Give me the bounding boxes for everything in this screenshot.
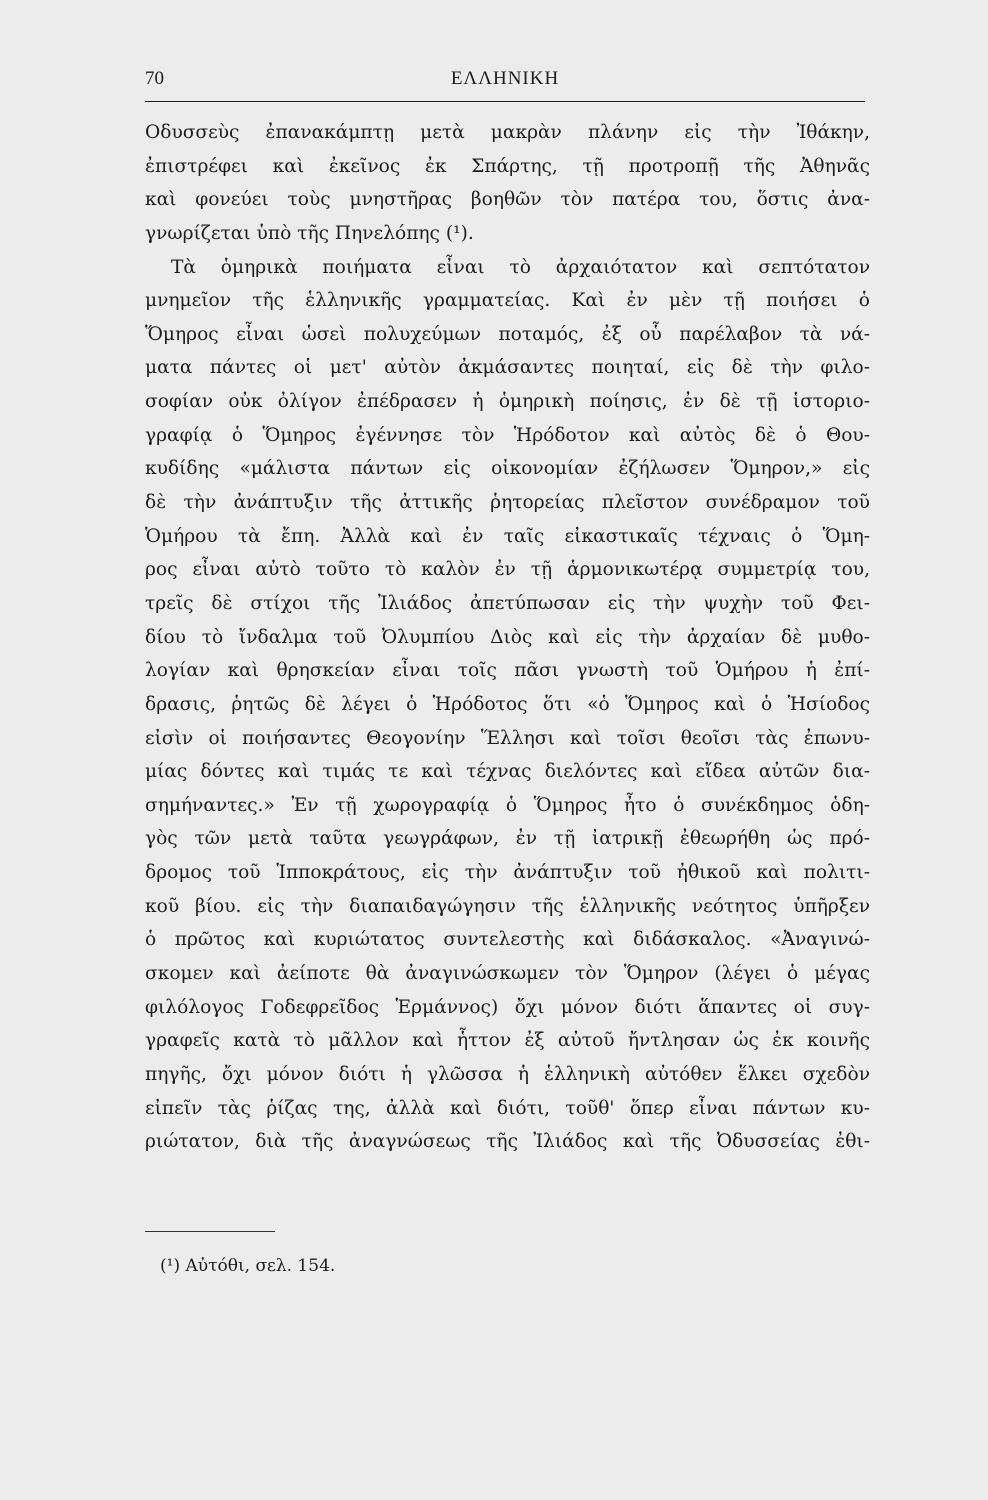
text-line: λογίαν καὶ θρησκείαν εἶναι τοῖς πᾶσι γνωστὴ τοῦ Ὁμήρου ἡ ἐπί- bbox=[145, 660, 870, 682]
text-line: Τὰ ὁμηρικὰ ποιήματα εἶναι τὸ ἀρχαιότατον καὶ σεπτότατον bbox=[171, 256, 870, 278]
body-text bbox=[145, 116, 870, 1159]
text-line: ματα πάντες οἱ μετ' αὐτὸν ἀκμάσαντες ποιηταί, εἰς δὲ τὴν φιλο- bbox=[145, 357, 870, 379]
text-line: εἰπεῖν τὰς ῥίζας της, ἀλλὰ καὶ διότι, τοῦθ' ὅπερ εἶναι πάντων κυ- bbox=[145, 1097, 870, 1119]
text-line: Ὅμηρος εἶναι ὡσεὶ πολυχεύμων ποταμός, ἐξ οὗ παρέλαβον τὰ νά- bbox=[145, 323, 870, 345]
text-line: σκομεν καὶ ἀείποτε θὰ ἀναγινώσκωμεν τὸν Ὅμηρον (λέγει ὁ μέγας bbox=[145, 963, 870, 985]
page-header bbox=[145, 68, 865, 98]
text-line: ἐπιστρέφει καὶ ἐκεῖνος ἐκ Σπάρτης, τῇ προτροπῇ τῆς Ἀθηνᾶς bbox=[145, 155, 870, 177]
text-line: φιλόλογος Γοδεφρεῖδος Ἑρμάννος) ὄχι μόνον διότι ἅπαντες οἱ συγ- bbox=[145, 996, 870, 1018]
footnote: (¹) Αὐτόθι, σελ. 154. bbox=[160, 1256, 336, 1276]
text-line: εἰσὶν οἱ ποιήσαντες Θεογονίην Ἕλλησι καὶ τοῖσι θεοῖσι τὰς ἐπωνυ- bbox=[145, 727, 870, 749]
text-line: σημήναντες.» Ἐν τῇ χωρογραφίᾳ ὁ Ὅμηρος ἦτο ὁ συνέκδημος ὁδη- bbox=[145, 794, 870, 816]
footnote-rule bbox=[145, 1231, 275, 1232]
text-line: καὶ φονεύει τοὺς μνηστῆρας βοηθῶν τὸν πατέρα του, ὅστις ἀνα- bbox=[145, 189, 870, 211]
page-number: 70 bbox=[145, 68, 164, 89]
text-line: γὸς τῶν μετὰ ταῦτα γεωγράφων, ἐν τῇ ἰατρικῇ ἐθεωρήθη ὡς πρό- bbox=[145, 828, 870, 850]
text-line: σοφίαν οὐκ ὀλίγον ἐπέδρασεν ἡ ὁμηρικὴ ποίησις, ἐν δὲ τῇ ἱστοριο- bbox=[145, 391, 870, 413]
text-line: Ὁμήρου τὰ ἔπη. Ἀλλὰ καὶ ἐν ταῖς εἰκαστικαῖς τέχναις ὁ Ὅμη- bbox=[145, 525, 870, 547]
text-line: κοῦ βίου. εἰς τὴν διαπαιδαγώγησιν τῆς ἑλληνικῆς νεότητος ὑπῆρξεν bbox=[145, 895, 870, 917]
text-line: δὲ τὴν ἀνάπτυξιν τῆς ἀττικῆς ῥητορείας πλεῖστον συνέδραμον τοῦ bbox=[145, 492, 870, 514]
text-line: γνωρίζεται ὑπὸ τῆς Πηνελόπης (¹). bbox=[145, 222, 474, 244]
header-rule bbox=[145, 101, 865, 102]
text-line: πηγῆς, ὄχι μόνον διότι ἡ γλῶσσα ἡ ἑλληνικὴ αὐτόθεν ἕλκει σχεδὸν bbox=[145, 1063, 870, 1085]
running-title: ΕΛΛΗΝΙΚΗ bbox=[450, 68, 560, 89]
text-line: Οδυσσεὺς ἐπανακάμπτῃ μετὰ μακρὰν πλάνην εἰς τὴν Ἰθάκην, bbox=[145, 122, 870, 143]
text-line: γραφεῖς κατὰ τὸ μᾶλλον καὶ ἧττον ἐξ αὐτοῦ ἤντλησαν ὡς ἐκ κοινῆς bbox=[145, 1030, 870, 1052]
text-line: δρομος τοῦ Ἱπποκράτους, εἰς τὴν ἀνάπτυξιν τοῦ ἠθικοῦ καὶ πολιτι- bbox=[145, 862, 870, 884]
text-line: ριώτατον, διὰ τῆς ἀναγνώσεως τῆς Ἰλιάδος καὶ τῆς Ὀδυσσείας ἐθι- bbox=[145, 1131, 870, 1153]
text-line: μίας δόντες καὶ τιμάς τε καὶ τέχνας διελόντες καὶ εἴδεα αὐτῶν δια- bbox=[145, 761, 870, 783]
text-line: κυδίδης «μάλιστα πάντων εἰς οἰκονομίαν ἐζήλωσεν Ὅμηρον,» εἰς bbox=[145, 458, 870, 480]
text-line: τρεῖς δὲ στίχοι τῆς Ἰλιάδος ἀπετύπωσαν εἰς τὴν ψυχὴν τοῦ Φει- bbox=[145, 592, 870, 614]
text-line: μνημεῖον τῆς ἑλληνικῆς γραμματείας. Καὶ ἐν μὲν τῇ ποιήσει ὁ bbox=[145, 290, 870, 312]
text-line: γραφίᾳ ὁ Ὅμηρος ἐγέννησε τὸν Ἡρόδοτον καὶ αὐτὸς δὲ ὁ Θου- bbox=[145, 424, 870, 446]
text-line: ὁ πρῶτος καὶ κυριώτατος συντελεστὴς καὶ διδάσκαλος. «Ἀναγινώ- bbox=[145, 929, 870, 951]
text-line: δίου τὸ ἴνδαλμα τοῦ Ὀλυμπίου Διὸς καὶ εἰς τὴν ἀρχαίαν δὲ μυθο- bbox=[145, 626, 870, 648]
text-line: δρασις, ῥητῶς δὲ λέγει ὁ Ἡρόδοτος ὅτι «ὁ Ὅμηρος καὶ ὁ Ἡσίοδος bbox=[145, 693, 870, 715]
text-line: ρος εἶναι αὐτὸ τοῦτο τὸ καλὸν ἐν τῇ ἁρμονικωτέρᾳ συμμετρίᾳ του, bbox=[145, 559, 870, 581]
